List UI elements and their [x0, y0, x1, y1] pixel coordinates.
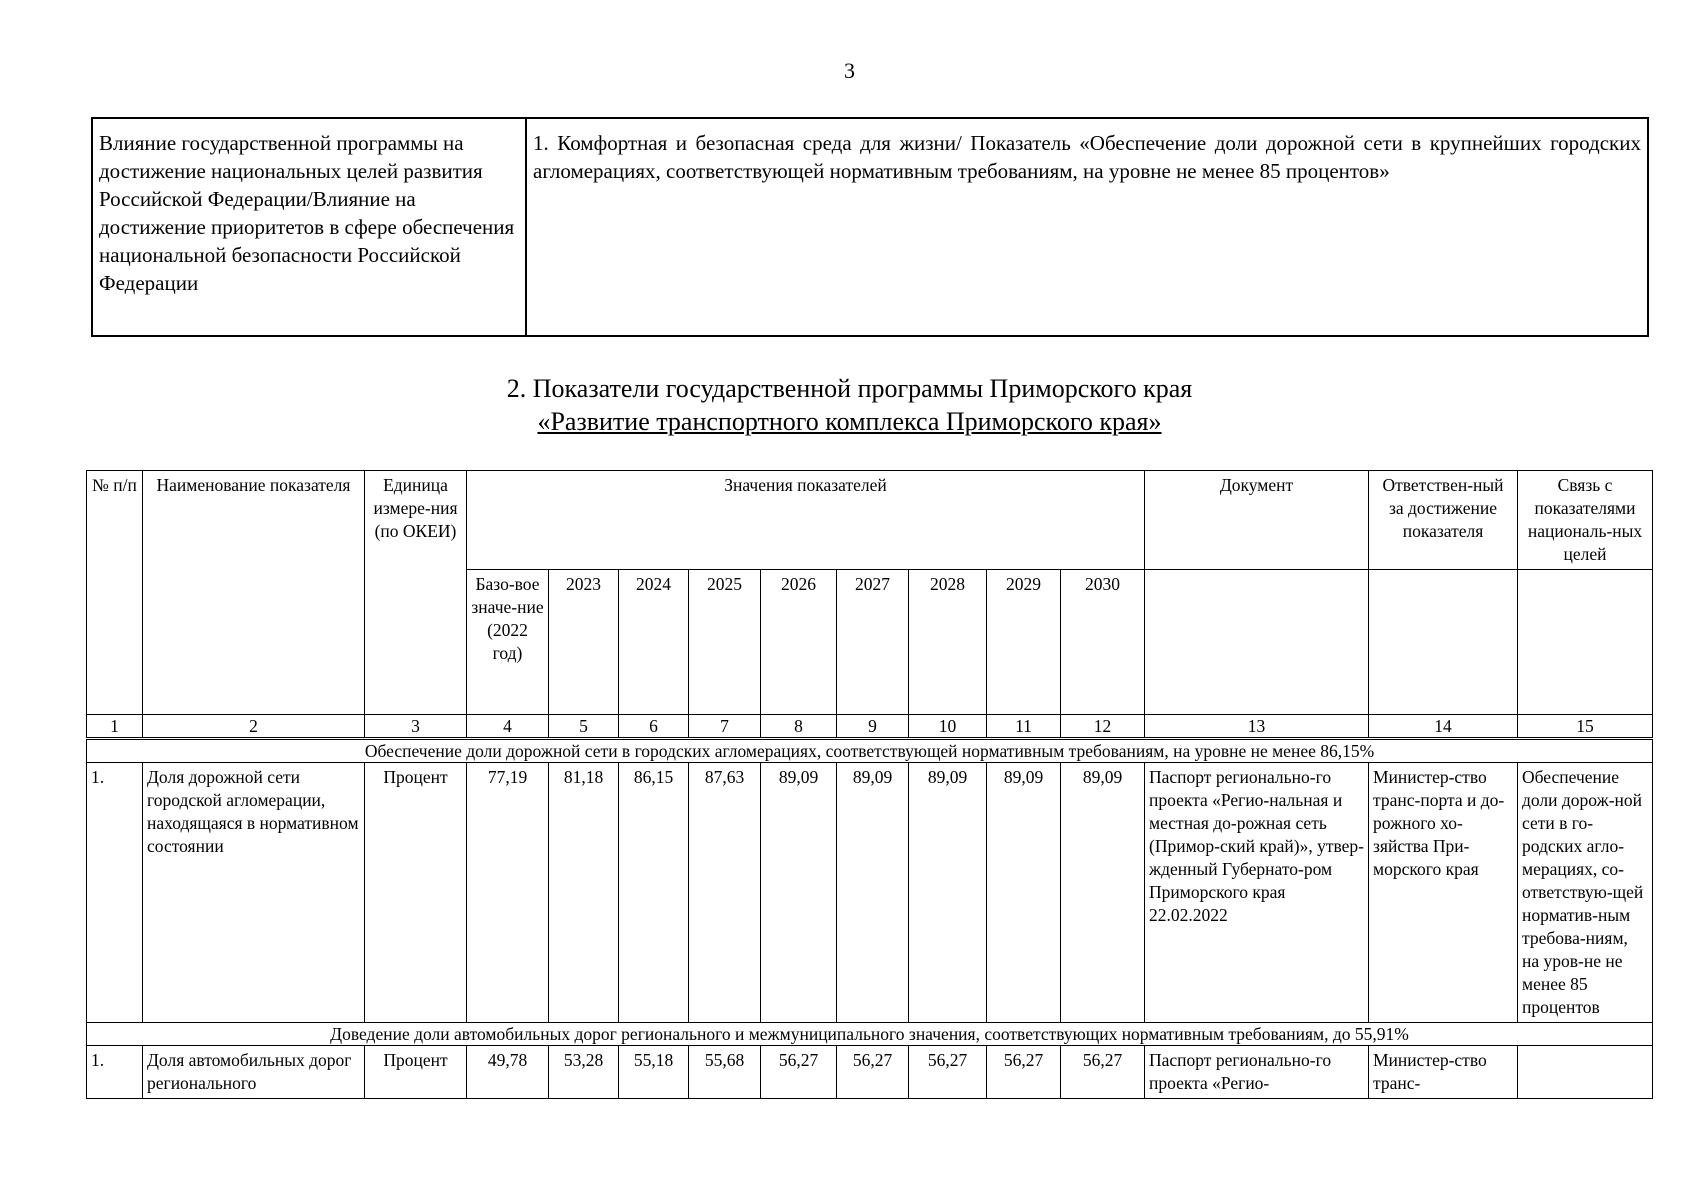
- column-number: 6: [619, 715, 689, 739]
- row-name: Доля дорожной сети городской агломерации, находящаяся в нормативном состоянии: [143, 763, 365, 1023]
- heading-line-1: 2. Показатели государственной программы Приморского края: [506, 374, 1193, 403]
- column-number: 5: [549, 715, 619, 739]
- header-responsible: Ответствен-ный за достижение показателя: [1369, 471, 1518, 570]
- column-number: 3: [365, 715, 467, 739]
- row-value: 86,15: [619, 763, 689, 1023]
- row-document: Паспорт регионально-го проекта «Регио-нальная и местная до-рожная сеть (Примор-ский край)», утвер-жденный Губернато-ром Приморского края 22.02.2022: [1145, 763, 1369, 1023]
- row-num: 1.: [87, 1046, 143, 1099]
- row-value: 89,09: [987, 763, 1061, 1023]
- section-title-2: Доведение доли автомобильных дорог регионального и межмуниципального значения, соответствующих нормативным требованиям, до 55,91%: [87, 1023, 1653, 1046]
- row-value: 53,28: [549, 1046, 619, 1099]
- table-row: [87, 1046, 1653, 1099]
- row-responsible: Министер-ство транс-порта и до-рожного хо-зяйства При-морского края: [1369, 763, 1518, 1023]
- row-value: 49,78: [467, 1046, 549, 1099]
- column-number: 13: [1145, 715, 1369, 739]
- header-responsible-empty: [1369, 570, 1518, 715]
- row-value: 56,27: [909, 1046, 987, 1099]
- column-number: 15: [1518, 715, 1653, 739]
- header-num: № п/п: [87, 471, 143, 715]
- header-base: Базо-вое значе-ние (2022 год): [467, 570, 549, 715]
- row-value: 56,27: [987, 1046, 1061, 1099]
- header-year: 2028: [909, 570, 987, 715]
- column-number: 9: [837, 715, 909, 739]
- column-number: 11: [987, 715, 1061, 739]
- row-name: Доля автомобильных дорог регионального: [143, 1046, 365, 1099]
- row-value: 89,09: [1061, 763, 1145, 1023]
- column-number: 7: [689, 715, 761, 739]
- row-value: 55,18: [619, 1046, 689, 1099]
- header-document-empty: [1145, 570, 1369, 715]
- national-goals-label: Влияние государственной программы на достижение национальных целей развития Российской Федерации/Влияние на достижение приоритетов в сфере обеспечения национальной безопасности Российской Федерации: [92, 118, 526, 336]
- column-number: 2: [143, 715, 365, 739]
- row-value: 56,27: [761, 1046, 837, 1099]
- table-row: [87, 763, 1653, 1023]
- section-heading: [0, 372, 1699, 438]
- column-numbers-row: [87, 715, 1653, 739]
- row-unit: Процент: [365, 1046, 467, 1099]
- row-link: Обеспечение доли дорож-ной сети в го-родских агло-мерациях, со-ответствую-щей норматив-ным требова-ниям, на уров-не не менее 85 процентов: [1518, 763, 1653, 1023]
- column-number: 4: [467, 715, 549, 739]
- row-value: 89,09: [909, 763, 987, 1023]
- row-value: 56,27: [1061, 1046, 1145, 1099]
- header-document: Документ: [1145, 471, 1369, 570]
- column-number: 1: [87, 715, 143, 739]
- header-year: 2026: [761, 570, 837, 715]
- header-link: Связь с показателями националь-ных целей: [1518, 471, 1653, 570]
- header-year: 2023: [549, 570, 619, 715]
- column-number: 10: [909, 715, 987, 739]
- row-document: Паспорт регионально-го проекта «Регио-: [1145, 1046, 1369, 1099]
- row-value: 56,27: [837, 1046, 909, 1099]
- page-number: 3: [844, 58, 855, 83]
- section-title-1: Обеспечение доли дорожной сети в городских агломерациях, соответствующей нормативным требованиям, на уровне не менее 86,15%: [87, 739, 1653, 763]
- row-value: 89,09: [837, 763, 909, 1023]
- column-number: 8: [761, 715, 837, 739]
- header-year: 2030: [1061, 570, 1145, 715]
- row-num: 1.: [87, 763, 143, 1023]
- indicators-table: [86, 470, 1653, 1099]
- header-year: 2027: [837, 570, 909, 715]
- heading-line-2: «Развитие транспортного комплекса Приморского края»: [537, 407, 1162, 436]
- row-link: [1518, 1046, 1653, 1099]
- header-year: 2024: [619, 570, 689, 715]
- header-year: 2029: [987, 570, 1061, 715]
- row-value: 81,18: [549, 763, 619, 1023]
- national-goals-table: [91, 117, 1649, 337]
- row-value: 87,63: [689, 763, 761, 1023]
- column-number: 12: [1061, 715, 1145, 739]
- row-responsible: Министер-ство транс-: [1369, 1046, 1518, 1099]
- header-link-empty: [1518, 570, 1653, 715]
- row-value: 77,19: [467, 763, 549, 1023]
- row-value: 55,68: [689, 1046, 761, 1099]
- header-name: Наименование показателя: [143, 471, 365, 715]
- header-year: 2025: [689, 570, 761, 715]
- header-values: Значения показателей: [467, 471, 1145, 570]
- national-goals-value: 1. Комфортная и безопасная среда для жизни/ Показатель «Обеспечение доли дорожной сети в крупнейших городских агломерациях, соответствующей нормативным требованиям, на уровне не менее 85 процентов»: [526, 118, 1648, 336]
- row-unit: Процент: [365, 763, 467, 1023]
- column-number: 14: [1369, 715, 1518, 739]
- row-value: 89,09: [761, 763, 837, 1023]
- header-unit: Единица измере-ния (по ОКЕИ): [365, 471, 467, 715]
